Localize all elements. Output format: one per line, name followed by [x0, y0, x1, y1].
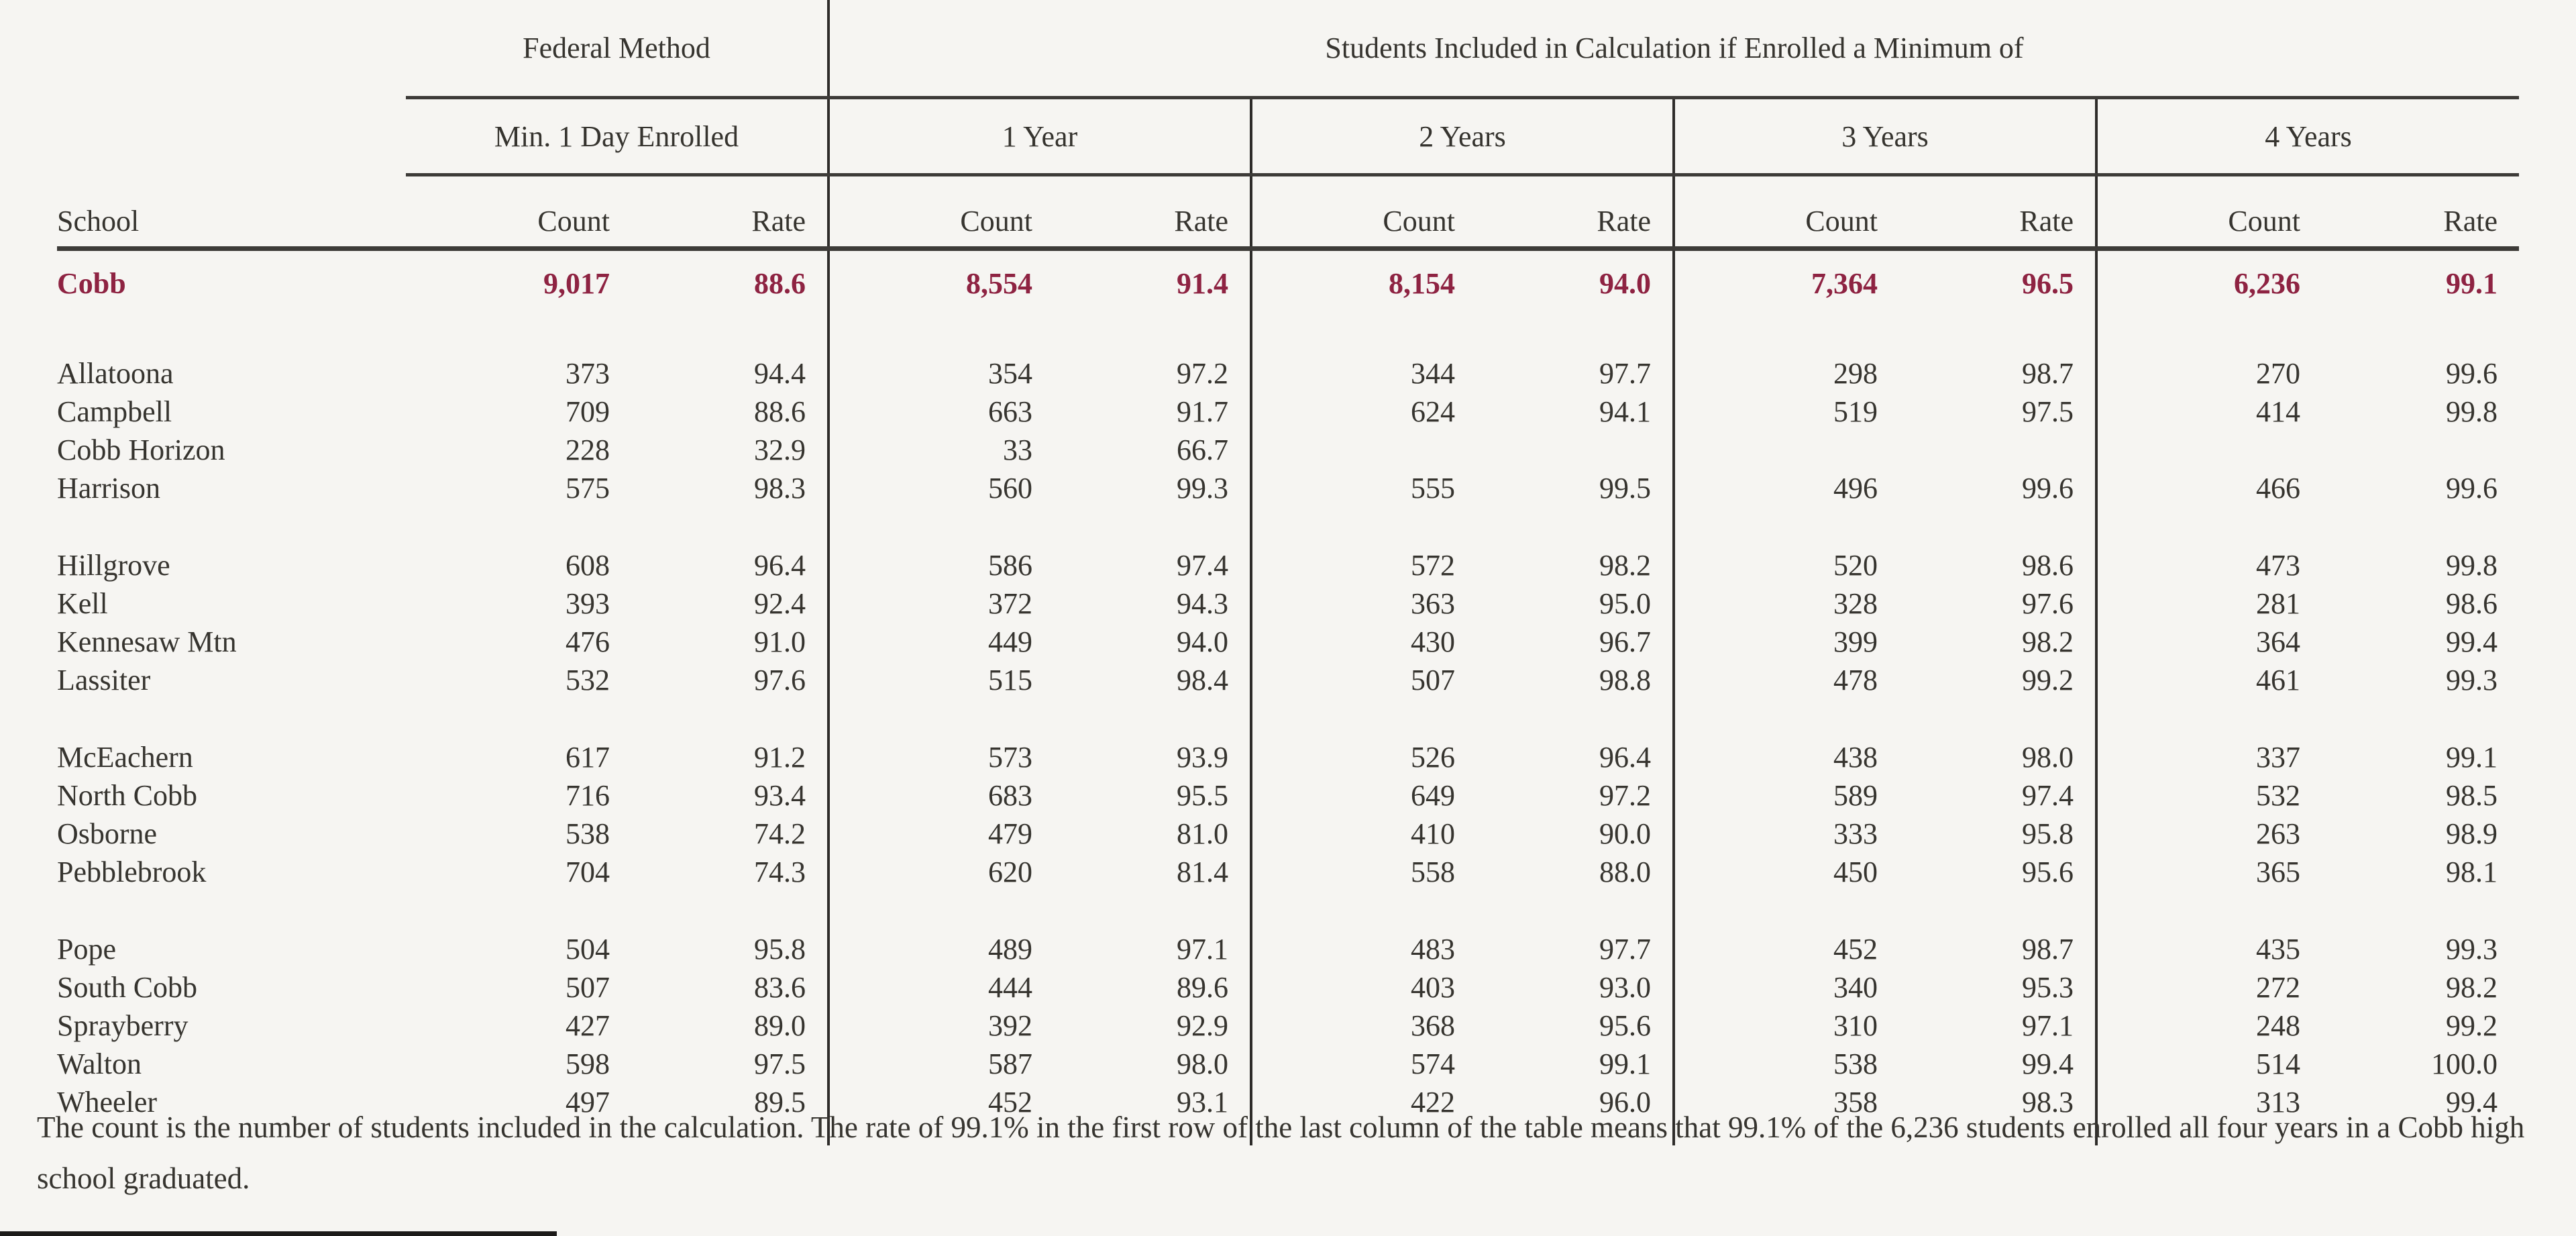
count-cell: 598 [566, 1047, 610, 1080]
rate-cell: 95.8 [641, 930, 828, 968]
count-cell: 483 [1411, 933, 1455, 966]
count-cell: 8,554 [966, 266, 1032, 300]
count-column-header: Count [406, 175, 641, 249]
rate-cell: 95.6 [1486, 1007, 1674, 1045]
school-name-cell: Hillgrove [57, 549, 170, 582]
count-cell [1251, 431, 1486, 469]
footnote-text: The count is the number of students included in the calculation. The rate of 99.1% in the first row of the last column of the table means that 99.1% of the 6,236 students enrolled all four years in a Cobb high school graduated. [37, 1111, 2525, 1195]
count-cell: 452 [1833, 933, 1878, 966]
students-included-header: Students Included in Calculation if Enrolled a Minimum of [828, 0, 2519, 98]
school-name-cell: Osborne [57, 817, 158, 850]
rate-cell: 91.7 [1063, 393, 1251, 431]
count-cell: 589 [1833, 779, 1878, 812]
rate-cell: 97.7 [1486, 354, 1674, 393]
table-row [57, 1045, 2519, 1083]
count-column-header: Count [1251, 175, 1486, 249]
count-cell: 364 [2256, 625, 2300, 658]
rate-cell: 96.4 [1486, 738, 1674, 776]
school-name-cell: Wheeler [57, 1086, 157, 1119]
table-row [57, 393, 2519, 431]
rate-cell: 98.3 [641, 469, 828, 507]
count-cell: 298 [1833, 357, 1878, 390]
count-cell: 403 [1411, 971, 1455, 1004]
count-cell: 427 [566, 1009, 610, 1042]
rate-column-header: Rate [1063, 175, 1251, 249]
rate-cell [2331, 315, 2519, 354]
count-cell: 452 [988, 1086, 1032, 1119]
header-spacer [57, 98, 406, 175]
school-name-cell: Pebblebrook [57, 856, 207, 888]
rate-cell: 98.5 [2446, 779, 2498, 812]
count-cell: 620 [988, 856, 1032, 888]
count-cell: 489 [988, 933, 1032, 966]
count-cell [1674, 315, 1909, 354]
count-cell: 587 [988, 1047, 1032, 1080]
count-cell: 519 [1833, 395, 1878, 428]
rate-cell: 97.7 [1486, 930, 1674, 968]
count-cell [828, 891, 1063, 930]
count-cell [828, 315, 1063, 354]
group-spacer-row [57, 699, 2519, 738]
subheader-4-years: 4 Years [2096, 98, 2519, 175]
count-cell: 496 [1833, 472, 1878, 505]
count-cell: 8,154 [1389, 266, 1455, 300]
count-cell: 663 [988, 395, 1032, 428]
count-cell: 281 [2256, 587, 2300, 620]
bottom-edge-line [0, 1231, 557, 1236]
rate-cell [2331, 699, 2519, 738]
count-cell: 6,236 [2234, 266, 2300, 300]
rate-cell: 98.4 [1063, 661, 1251, 699]
rate-cell: 99.6 [2446, 357, 2498, 390]
school-name-cell: Sprayberry [57, 1009, 189, 1042]
rate-cell [1909, 699, 2096, 738]
count-cell: 272 [2256, 971, 2300, 1004]
count-cell [1251, 315, 1486, 354]
count-cell: 624 [1411, 395, 1455, 428]
count-cell: 586 [988, 549, 1032, 582]
count-cell: 337 [2256, 741, 2300, 774]
rate-cell [641, 507, 828, 546]
count-column-header: Count [1674, 175, 1909, 249]
subheader-3-years: 3 Years [1674, 98, 2096, 175]
rate-cell: 93.0 [1486, 968, 1674, 1007]
count-cell: 373 [566, 357, 610, 390]
rate-cell [1063, 507, 1251, 546]
count-cell [828, 699, 1063, 738]
rate-cell [1486, 891, 1674, 930]
rate-cell: 81.0 [1063, 815, 1251, 853]
school-name-cell [57, 315, 406, 354]
rate-cell: 97.5 [641, 1045, 828, 1083]
count-cell: 392 [988, 1009, 1032, 1042]
federal-method-header: Federal Method [406, 0, 828, 98]
rate-cell: 100.0 [2431, 1047, 2498, 1080]
count-cell [406, 891, 641, 930]
rate-cell: 95.6 [1909, 853, 2096, 891]
rate-cell: 88.6 [641, 393, 828, 431]
count-cell: 33 [1003, 433, 1032, 466]
header-row-count-rate [57, 175, 2519, 249]
count-cell: 532 [566, 664, 610, 697]
rate-cell: 98.9 [2446, 817, 2498, 850]
rate-cell: 99.6 [1909, 469, 2096, 507]
rate-cell: 91.2 [641, 738, 828, 776]
rate-cell: 94.4 [641, 354, 828, 393]
rate-column-header: Rate [641, 175, 828, 249]
rate-cell [2331, 507, 2519, 546]
count-cell [1674, 507, 1909, 546]
rate-cell: 99.3 [2446, 664, 2498, 697]
rate-cell: 98.2 [1909, 623, 2096, 661]
rate-cell [1486, 699, 1674, 738]
rate-cell: 94.3 [1063, 584, 1251, 623]
rate-cell [1486, 315, 1674, 354]
count-cell: 507 [1411, 664, 1455, 697]
count-cell: 435 [2256, 933, 2300, 966]
table-row [57, 584, 2519, 623]
rate-cell: 95.8 [1909, 815, 2096, 853]
school-name-cell [57, 891, 406, 930]
table-row [57, 930, 2519, 968]
table-body [57, 249, 2519, 1146]
rate-cell [1486, 431, 1674, 469]
table-row [57, 354, 2519, 393]
count-cell: 363 [1411, 587, 1455, 620]
rate-cell [641, 891, 828, 930]
rate-cell: 81.4 [1063, 853, 1251, 891]
subheader-1-year: 1 Year [828, 98, 1251, 175]
rate-cell: 88.6 [641, 249, 828, 316]
count-cell: 473 [2256, 549, 2300, 582]
rate-cell [1063, 699, 1251, 738]
rate-cell: 97.5 [1909, 393, 2096, 431]
rate-cell: 98.0 [1063, 1045, 1251, 1083]
count-cell: 270 [2256, 357, 2300, 390]
table-row [57, 469, 2519, 507]
count-cell [2096, 891, 2331, 930]
rate-cell [641, 315, 828, 354]
rate-cell: 90.0 [1486, 815, 1674, 853]
count-cell: 497 [566, 1086, 610, 1119]
table-row [57, 815, 2519, 853]
school-name-cell: Walton [57, 1047, 142, 1080]
count-cell: 354 [988, 357, 1032, 390]
count-cell: 709 [566, 395, 610, 428]
rate-cell [1063, 315, 1251, 354]
rate-column-header: Rate [1486, 175, 1674, 249]
rate-cell: 96.7 [1486, 623, 1674, 661]
count-cell [1674, 699, 1909, 738]
header-row-groups [57, 0, 2519, 98]
count-cell: 358 [1833, 1086, 1878, 1119]
table-row [57, 623, 2519, 661]
school-name-cell: North Cobb [57, 779, 197, 812]
count-cell [406, 315, 641, 354]
count-cell: 313 [2256, 1086, 2300, 1119]
count-cell: 333 [1833, 817, 1878, 850]
count-cell: 532 [2256, 779, 2300, 812]
count-cell: 422 [1411, 1086, 1455, 1119]
count-column-header: Count [2096, 175, 2331, 249]
count-cell [1251, 507, 1486, 546]
rate-cell: 99.8 [2446, 395, 2498, 428]
rate-cell: 98.7 [1909, 354, 2096, 393]
count-cell: 476 [566, 625, 610, 658]
rate-cell [1909, 315, 2096, 354]
count-cell: 514 [2256, 1047, 2300, 1080]
rate-cell [1063, 891, 1251, 930]
rate-cell: 98.0 [1909, 738, 2096, 776]
school-name-cell: Cobb [57, 266, 126, 300]
rate-cell: 99.6 [2446, 472, 2498, 505]
count-cell: 716 [566, 779, 610, 812]
rate-cell: 99.4 [1909, 1045, 2096, 1083]
count-cell: 365 [2256, 856, 2300, 888]
rate-cell: 99.2 [2446, 1009, 2498, 1042]
rate-cell: 99.3 [2446, 933, 2498, 966]
count-cell [1251, 891, 1486, 930]
table-row [57, 1007, 2519, 1045]
school-name-cell: Lassiter [57, 664, 151, 697]
count-cell [1674, 891, 1909, 930]
table-row [57, 776, 2519, 815]
rate-cell: 93.4 [641, 776, 828, 815]
rate-cell: 92.4 [641, 584, 828, 623]
rate-cell: 98.2 [2446, 971, 2498, 1004]
school-name-cell: Allatoona [57, 357, 174, 390]
school-column-header: School [57, 175, 406, 249]
count-cell [2096, 431, 2331, 469]
count-cell [1674, 431, 1909, 469]
rate-cell: 74.3 [641, 853, 828, 891]
group-spacer-row [57, 891, 2519, 930]
count-cell: 444 [988, 971, 1032, 1004]
rate-cell: 97.1 [1063, 930, 1251, 968]
rate-cell: 92.9 [1063, 1007, 1251, 1045]
subheader-2-years: 2 Years [1251, 98, 1674, 175]
count-cell: 466 [2256, 472, 2300, 505]
group-spacer-row [57, 507, 2519, 546]
rate-cell: 93.1 [1063, 1083, 1251, 1121]
count-cell: 344 [1411, 357, 1455, 390]
count-cell: 649 [1411, 779, 1455, 812]
count-cell: 515 [988, 664, 1032, 697]
rate-cell: 98.2 [1486, 546, 1674, 584]
rate-cell: 97.2 [1486, 776, 1674, 815]
table-row [57, 968, 2519, 1007]
count-cell: 410 [1411, 817, 1455, 850]
count-cell: 399 [1833, 625, 1878, 658]
group-spacer-row [57, 315, 2519, 354]
rate-cell [1909, 507, 2096, 546]
school-name-cell [57, 699, 406, 738]
count-cell: 538 [566, 817, 610, 850]
rate-cell [2331, 891, 2519, 930]
rate-cell: 74.2 [641, 815, 828, 853]
school-name-cell: McEachern [57, 741, 193, 774]
rate-cell: 88.0 [1486, 853, 1674, 891]
count-cell: 504 [566, 933, 610, 966]
count-cell [406, 507, 641, 546]
header-row-durations [57, 98, 2519, 175]
table-row [57, 661, 2519, 699]
rate-cell: 97.2 [1063, 354, 1251, 393]
school-name-cell: South Cobb [57, 971, 198, 1004]
rate-cell: 99.3 [1063, 469, 1251, 507]
count-cell: 310 [1833, 1009, 1878, 1042]
rate-cell [1909, 431, 2096, 469]
count-cell: 558 [1411, 856, 1455, 888]
count-cell [1251, 699, 1486, 738]
count-cell: 248 [2256, 1009, 2300, 1042]
count-cell: 617 [566, 741, 610, 774]
rate-cell: 91.4 [1063, 249, 1251, 316]
rate-cell: 98.3 [1909, 1083, 2096, 1121]
table-row [57, 738, 2519, 776]
rate-cell: 89.0 [641, 1007, 828, 1045]
count-cell: 461 [2256, 664, 2300, 697]
count-cell: 555 [1411, 472, 1455, 505]
count-cell [406, 699, 641, 738]
rate-cell: 98.7 [1909, 930, 2096, 968]
count-cell [2096, 507, 2331, 546]
count-cell [828, 507, 1063, 546]
count-cell: 393 [566, 587, 610, 620]
rate-cell: 95.0 [1486, 584, 1674, 623]
graduation-rates-table [57, 0, 2519, 1145]
count-cell: 572 [1411, 549, 1455, 582]
school-name-cell: Kennesaw Mtn [57, 625, 237, 658]
count-cell: 9,017 [543, 266, 610, 300]
rate-column-header: Rate [2331, 175, 2519, 249]
count-cell: 340 [1833, 971, 1878, 1004]
count-cell: 449 [988, 625, 1032, 658]
count-cell: 574 [1411, 1047, 1455, 1080]
count-cell: 526 [1411, 741, 1455, 774]
school-name-cell: Pope [57, 933, 116, 966]
count-cell: 560 [988, 472, 1032, 505]
rate-cell: 83.6 [641, 968, 828, 1007]
rate-cell: 97.6 [1909, 584, 2096, 623]
count-cell: 683 [988, 779, 1032, 812]
rate-cell [641, 699, 828, 738]
rate-cell: 99.4 [2446, 1086, 2498, 1119]
rate-cell: 97.6 [641, 661, 828, 699]
rate-cell: 89.6 [1063, 968, 1251, 1007]
subheader-min-1-day: Min. 1 Day Enrolled [406, 98, 828, 175]
school-name-cell: Cobb Horizon [57, 433, 225, 466]
rate-cell: 32.9 [641, 431, 828, 469]
rate-cell: 94.1 [1486, 393, 1674, 431]
count-cell: 479 [988, 817, 1032, 850]
table-row [57, 853, 2519, 891]
rate-cell: 99.4 [2446, 625, 2498, 658]
rate-cell: 98.6 [1909, 546, 2096, 584]
count-cell: 7,364 [1811, 266, 1878, 300]
count-cell: 228 [566, 433, 610, 466]
count-cell: 704 [566, 856, 610, 888]
count-cell: 575 [566, 472, 610, 505]
rate-cell: 94.0 [1063, 623, 1251, 661]
count-cell: 430 [1411, 625, 1455, 658]
count-cell: 520 [1833, 549, 1878, 582]
rate-cell: 98.6 [2446, 587, 2498, 620]
count-cell: 368 [1411, 1009, 1455, 1042]
count-cell: 328 [1833, 587, 1878, 620]
count-cell: 263 [2256, 817, 2300, 850]
rate-cell: 99.8 [2446, 549, 2498, 582]
count-cell: 372 [988, 587, 1032, 620]
count-cell: 438 [1833, 741, 1878, 774]
school-name-cell: Kell [57, 587, 108, 620]
rate-cell: 96.0 [1486, 1083, 1674, 1121]
count-cell: 608 [566, 549, 610, 582]
rate-cell: 98.1 [2446, 856, 2498, 888]
rate-cell: 93.9 [1063, 738, 1251, 776]
rate-cell: 96.5 [1909, 249, 2096, 316]
school-name-cell [57, 507, 406, 546]
rate-cell: 97.1 [1909, 1007, 2096, 1045]
header-spacer [57, 0, 406, 98]
rate-cell: 89.5 [641, 1083, 828, 1121]
rate-cell [1486, 507, 1674, 546]
count-cell: 573 [988, 741, 1032, 774]
district-total-row [57, 249, 2519, 316]
rate-cell: 99.2 [1909, 661, 2096, 699]
count-cell: 538 [1833, 1047, 1878, 1080]
count-column-header: Count [828, 175, 1063, 249]
rate-cell: 97.4 [1909, 776, 2096, 815]
table-row [57, 546, 2519, 584]
count-cell: 507 [566, 971, 610, 1004]
rate-cell: 97.4 [1063, 546, 1251, 584]
count-cell [2096, 315, 2331, 354]
rate-cell: 95.3 [1909, 968, 2096, 1007]
count-cell: 450 [1833, 856, 1878, 888]
rate-cell: 99.1 [1486, 1045, 1674, 1083]
rate-cell: 99.1 [2446, 741, 2498, 774]
rate-column-header: Rate [1909, 175, 2096, 249]
rate-cell: 99.5 [1486, 469, 1674, 507]
rate-cell: 91.0 [641, 623, 828, 661]
rate-cell [1909, 891, 2096, 930]
rate-cell [2331, 431, 2519, 469]
rate-cell: 98.8 [1486, 661, 1674, 699]
table-row [57, 431, 2519, 469]
rate-cell: 96.4 [641, 546, 828, 584]
rate-cell: 66.7 [1063, 431, 1251, 469]
school-name-cell: Harrison [57, 472, 160, 505]
count-cell: 478 [1833, 664, 1878, 697]
count-cell [2096, 699, 2331, 738]
count-cell: 414 [2256, 395, 2300, 428]
school-name-cell: Campbell [57, 395, 172, 428]
rate-cell: 95.5 [1063, 776, 1251, 815]
rate-cell: 94.0 [1486, 249, 1674, 316]
rate-cell: 99.1 [2446, 266, 2498, 300]
